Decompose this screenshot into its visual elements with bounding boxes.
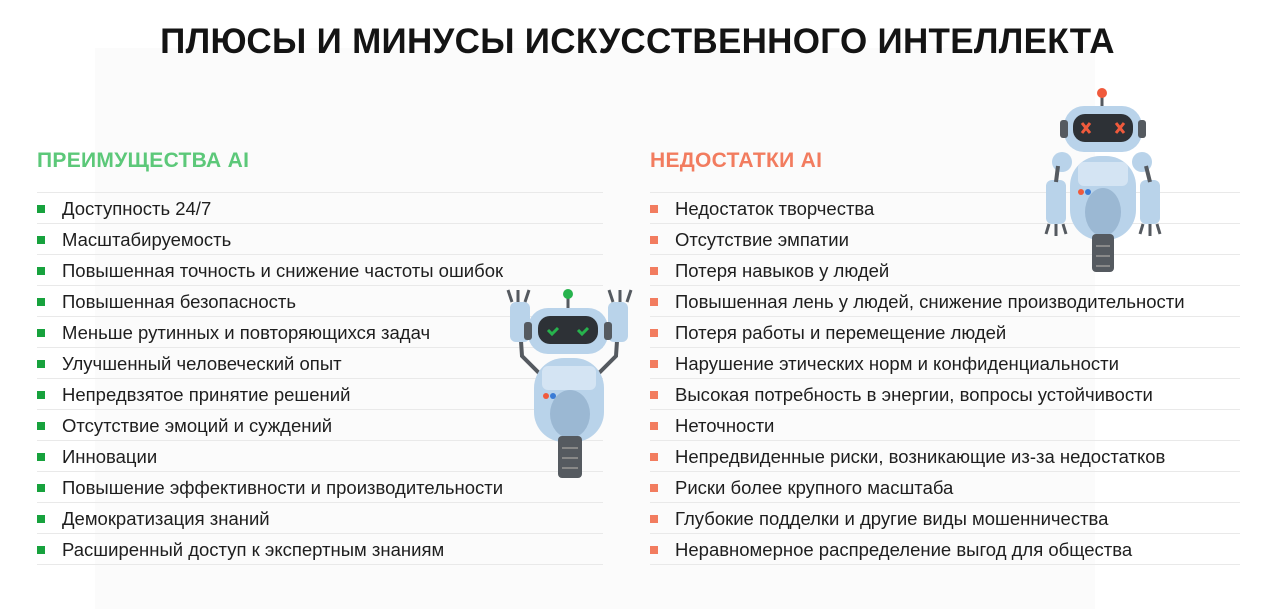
list-item [650,379,1240,410]
cons-item-text: Риски более крупного масштаба [675,477,954,498]
bullet-icon [37,236,45,244]
pros-item-text: Повышенная безопасность [62,291,296,312]
cons-item-text: Повышенная лень у людей, снижение производительности [675,291,1185,312]
sad-robot-icon [1040,86,1170,276]
bullet-icon [650,298,658,306]
bullet-icon [650,391,658,399]
pros-item-text: Непредвзятое принятие решений [62,384,351,405]
bullet-icon [650,422,658,430]
list-item [650,441,1240,472]
pros-item-text: Расширенный доступ к экспертным знаниям [62,539,445,560]
list-item [650,317,1240,348]
pros-item-text: Масштабируемость [62,229,232,250]
bullet-icon [37,329,45,337]
pros-item-text: Повышенная точность и снижение частоты ошибок [62,260,504,281]
bullet-icon [37,360,45,368]
bullet-icon [37,391,45,399]
page-title: ПЛЮСЫ И МИНУСЫ ИСКУССТВЕННОГО ИНТЕЛЛЕКТА [160,22,1115,61]
pros-item-text: Демократизация знаний [62,508,270,529]
pros-item-text: Меньше рутинных и повторяющихся задач [62,322,431,343]
cons-item-text: Недостаток творчества [675,198,875,219]
bullet-icon [37,422,45,430]
happy-robot-icon [500,286,640,482]
list-item [650,410,1240,441]
cons-item-text: Неточности [675,415,775,436]
list-item [650,472,1240,503]
pros-item-text: Доступность 24/7 [62,198,212,219]
list-item [650,348,1240,379]
cons-item-text: Нарушение этических норм и конфиденциальности [675,353,1119,374]
cons-item-text: Потеря работы и перемещение людей [675,322,1007,343]
bullet-icon [37,205,45,213]
list-item [37,534,603,565]
bullet-icon [650,329,658,337]
cons-item-text: Высокая потребность в энергии, вопросы устойчивости [675,384,1153,405]
cons-heading: НЕДОСТАТКИ AI [650,149,823,172]
list-item [37,193,603,224]
bullet-icon [650,484,658,492]
pros-heading: ПРЕИМУЩЕСТВА AI [37,149,250,172]
bullet-icon [650,515,658,523]
list-item [37,255,603,286]
bullet-icon [650,546,658,554]
pros-item-text: Отсутствие эмоций и суждений [62,415,333,436]
bullet-icon [37,515,45,523]
pros-item-text: Улучшенный человеческий опыт [62,353,342,374]
list-item [650,503,1240,534]
pros-item-text: Инновации [62,446,158,467]
list-item [37,503,603,534]
cons-item-text: Неравномерное распределение выгод для общества [675,539,1133,560]
bullet-icon [650,360,658,368]
bullet-icon [37,298,45,306]
bullet-icon [37,453,45,461]
bullet-icon [650,267,658,275]
cons-item-text: Отсутствие эмпатии [675,229,849,250]
list-item [650,534,1240,565]
bullet-icon [37,484,45,492]
bullet-icon [37,546,45,554]
cons-item-text: Потеря навыков у людей [675,260,890,281]
cons-item-text: Глубокие подделки и другие виды мошенничества [675,508,1109,529]
bullet-icon [650,205,658,213]
bullet-icon [650,236,658,244]
cons-item-text: Непредвиденные риски, возникающие из-за недостатков [675,446,1166,467]
pros-item-text: Повышение эффективности и производительности [62,477,504,498]
bullet-icon [650,453,658,461]
list-item [37,224,603,255]
list-item [650,286,1240,317]
bullet-icon [37,267,45,275]
